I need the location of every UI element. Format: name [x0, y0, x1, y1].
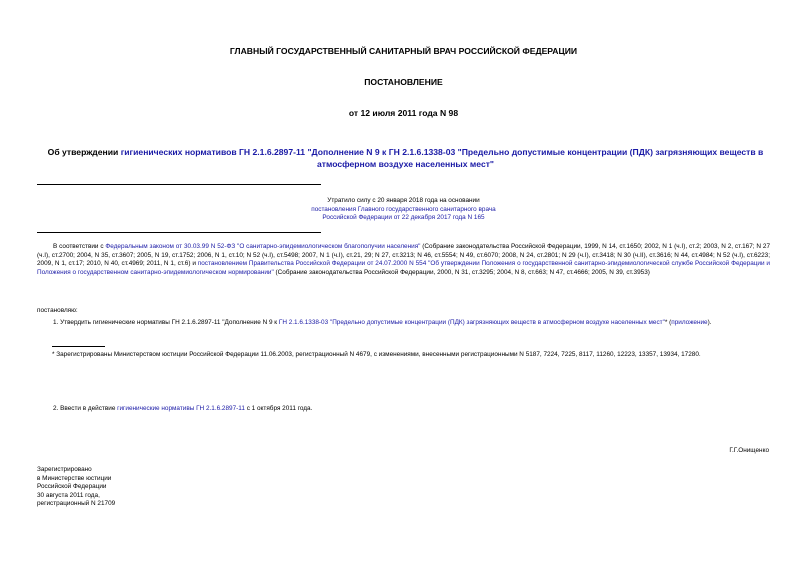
title-link[interactable]: гигиенических нормативов ГН 2.1.6.2897-11 "Дополнение N 9 к ГН 2.1.6.1338-03 "Предельно допустимые концентрации (ПДК) загрязняющих веществ в атмосферном воздухе населенных мест": [120, 147, 764, 169]
item-2-paragraph: [37, 405, 770, 414]
document-type: ПОСТАНОВЛЕНИЕ: [364, 77, 443, 87]
registration-line: Российской Федерации: [37, 483, 107, 490]
item-2-text-2: с 1 октября 2011 года.: [244, 405, 313, 412]
footnote-marker: *: [664, 319, 668, 326]
registration-block: [37, 466, 115, 509]
repeal-notice-link-line2[interactable]: постановления Главного государственного санитарного врача: [311, 205, 496, 213]
registration-line: Зарегистрировано: [37, 466, 92, 473]
resolves-label: постановляю:: [37, 307, 78, 314]
preamble-paragraph: [37, 243, 770, 277]
gn-2897-link[interactable]: гигиенические нормативы ГН 2.1.6.2897-11: [117, 405, 245, 412]
item-1-text-1: 1. Утвердить гигиенические нормативы ГН 2.1.6.2897-11 "Дополнение N 9 к: [53, 319, 279, 326]
registration-line: в Министерстве юстиции: [37, 474, 112, 482]
preamble-text-1: В соответствии с: [53, 243, 106, 250]
preamble-text-3: (Собрание законодательства Российской Федерации, 2000, N 31, ст.3295; 2004, N 8, ст.663; N 47, ст.4666; 2005, N 39, ст.3953): [273, 268, 650, 276]
item-2-text-1: 2. Ввести в действие: [53, 405, 118, 412]
registration-line: регистрационный N 21709: [37, 500, 116, 507]
divider-bottom: [37, 232, 321, 233]
repeal-notice-link-line3[interactable]: Российской Федерации от 22 декабря 2017 года N 165: [322, 214, 485, 221]
item-1-text-2: (: [667, 319, 672, 326]
item-1-paragraph: [37, 319, 770, 328]
item-1-text-3: ).: [707, 319, 712, 326]
federal-law-link[interactable]: Федеральным законом от 30.03.99 N 52-ФЗ "О санитарно-эпидемиологическом благополучии населения": [105, 243, 421, 250]
repeal-notice-line1: Утратило силу с 20 января 2018 года на основании: [327, 197, 480, 204]
preamble-text-2: (Собрание законодательства Российской Федерации, 1999, N 14, ст.1650; 2002, N 1 (ч.I), ст.2; 2003, N 2, ст.167; N 27 (ч.I), ст.2700; 2004, N 35, ст.3607; 2005, N 19, ст.1752; 2006, N 1, ст.10; N 52 (ч.I), ст.5498; 2007, N 1 (ч.I), ст.21, 29; N 27, ст.3213; N 46, ст.5554; N 49, ст.6070; 2008, N 24, ст.2801; N 29 (ч.I), ст.3418; N 30 (ч.II), ст.3616; N 44, ст.4984; N 52 (ч.I), ст.6223; 2009, N 1, ст.17; 2010, N 40, ст.4969; 2011, N 1, ст.6) и: [37, 243, 770, 267]
divider-top: [37, 184, 321, 185]
footnote-separator: [52, 346, 105, 347]
signature: Г.Г.Онищенко: [729, 447, 769, 454]
appendix-link[interactable]: приложение: [671, 319, 708, 326]
registration-line: 30 августа 2011 года,: [37, 491, 100, 499]
document-date-number: от 12 июля 2011 года N 98: [348, 108, 459, 118]
title-prefix: Об утверждении: [47, 147, 121, 157]
gn-1338-link[interactable]: ГН 2.1.6.1338-03 "Предельно допустимые концентрации (ПДК) загрязняющих веществ в атмосферном воздухе населенных мест": [278, 319, 665, 326]
document-title: [38, 146, 773, 170]
government-resolution-link[interactable]: постановлением Правительства Российской Федерации от 24.07.2000 N 554 "Об утверждении Положения о государственной санитарно-эпидемиологической службе Российской Федерации и Положения о государственном санитарно-эпидемиологическом нормировании": [37, 260, 770, 276]
repeal-notice: [230, 197, 577, 223]
issuing-authority: ГЛАВНЫЙ ГОСУДАРСТВЕННЫЙ САНИТАРНЫЙ ВРАЧ РОССИЙСКОЙ ФЕДЕРАЦИИ: [229, 46, 578, 56]
footnote-text: * Зарегистрированы Министерством юстиции Российской Федерации 11.06.2003, регистрационный N 4679, с изменениями, внесенными регистрационными N 5187, 7224, 7225, 8117, 11260, 12223, 13357, 13934, 17280.: [52, 351, 701, 358]
